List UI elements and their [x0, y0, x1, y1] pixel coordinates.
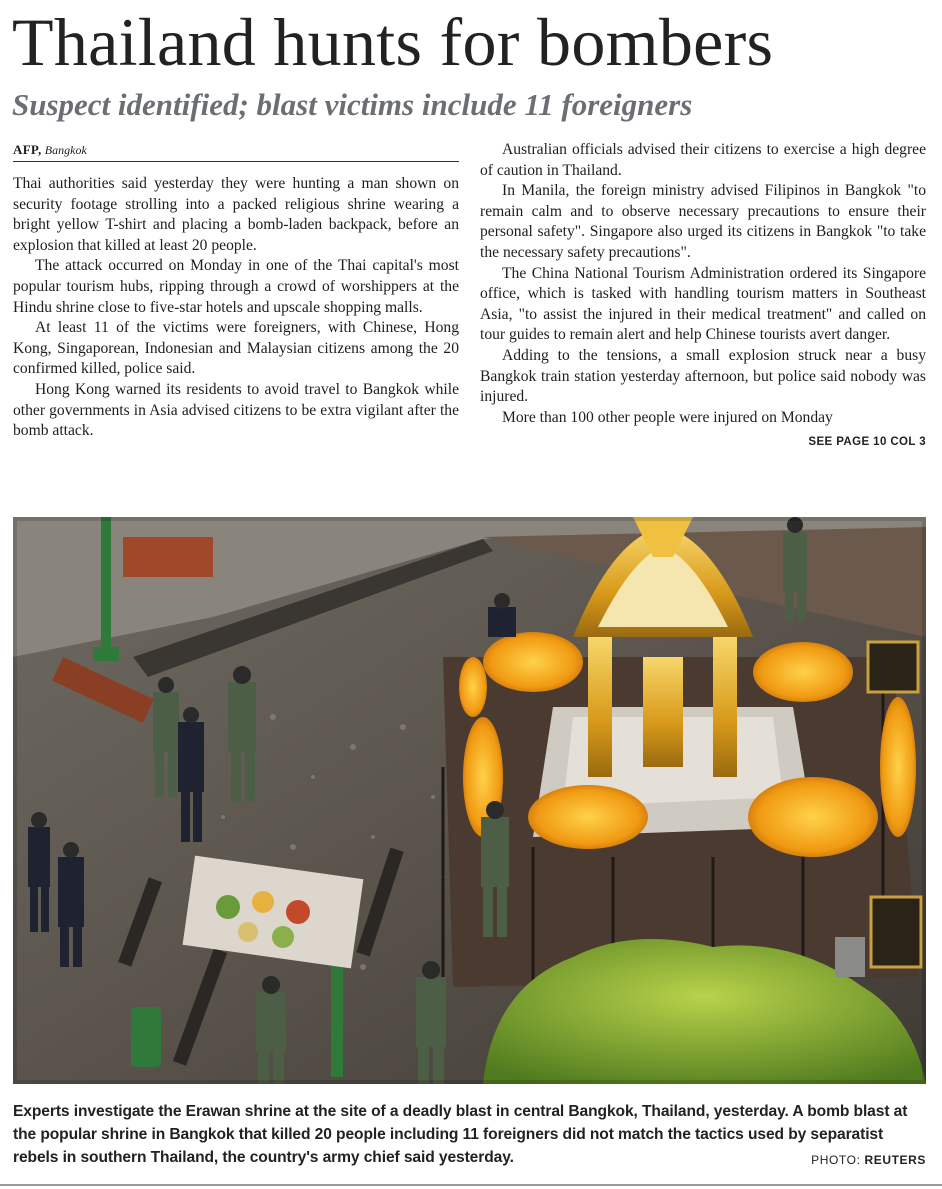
- article-paragraph: The China National Tourism Administration ordered its Singapore office, which is tasked with handling tourism matters in Southeast Asia, "to assist the injured in their medical treatment" and called on tour guides to remain alert and help Chinese tourists avert danger.: [480, 264, 926, 344]
- photo-credit-source: REUTERS: [864, 1153, 926, 1167]
- article-paragraph: Thai authorities said yesterday they were hunting a man shown on security footage strolling into a packed religious shrine wearing a bright yellow T-shirt and placing a bomb-laden backpack, before an explosion that killed at least 20 people.: [13, 175, 459, 254]
- article-paragraph: Hong Kong warned its residents to avoid travel to Bangkok while other governments in Asia advised citizens to be extra vigilant after the bomb attack.: [13, 380, 459, 440]
- byline: [13, 140, 459, 162]
- byline-agency: AFP,: [13, 142, 42, 157]
- article-paragraph: In Manila, the foreign ministry advised Filipinos in Bangkok "to remain calm and to observe necessary precautions to ensure their personal safety". Singapore also urged its citizens in Bangkok "to take the necessary safety precautions".: [480, 182, 926, 261]
- byline-location: Bangkok: [44, 143, 87, 157]
- erawan-shrine-photo-illustration: [13, 517, 926, 1084]
- headline: Thailand hunts for bombers: [12, 4, 774, 80]
- photo-credit-label: PHOTO:: [811, 1153, 861, 1167]
- jump-line[interactable]: SEE PAGE 10 COL 3: [808, 436, 926, 449]
- article-column-right: [480, 140, 926, 453]
- photo-credit: [811, 1153, 926, 1167]
- news-photo: [13, 517, 926, 1084]
- article-paragraph: More than 100 other people were injured on Monday: [502, 408, 833, 426]
- photo-caption: Experts investigate the Erawan shrine at the site of a deadly blast in central Bangkok, Thailand, yesterday. A bomb blast at the popular shrine in Bangkok that killed 20 people including 11 foreigners did not match the tactics used by separatist rebels in southern Thailand, the country's army chief said yesterday.: [13, 1103, 908, 1166]
- article-paragraph: Adding to the tensions, a small explosion struck near a busy Bangkok train station yesterday afternoon, but police said nobody was injured.: [480, 346, 926, 406]
- article-paragraph: Australian officials advised their citizens to exercise a high degree of caution in Thailand.: [480, 141, 926, 179]
- article-paragraph: The attack occurred on Monday in one of the Thai capital's most popular tourism hubs, ripping through a crowd of worshippers at the Hindu shrine close to five-star hotels and upscale shopping malls.: [13, 257, 459, 316]
- article-column-left: [13, 140, 459, 442]
- bottom-rule: [0, 1184, 942, 1186]
- subheadline: Suspect identified; blast victims include 11 foreigners: [12, 87, 693, 122]
- article-paragraph: At least 11 of the victims were foreigners, with Chinese, Hong Kong, Singaporean, Indonesian and Malaysian citizens among the 20 confirmed killed, police said.: [13, 319, 459, 378]
